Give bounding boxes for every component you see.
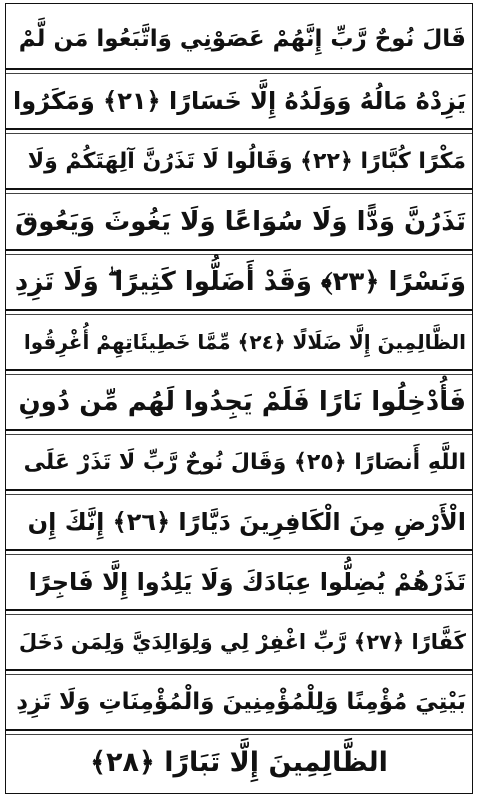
verse-line-text: يَزِدْهُ مَالُهُ وَوَلَدُهُ إِلَّا خَسَارًا ﴿٢١﴾ وَمَكَرُوا — [13, 87, 466, 115]
verse-line-text: اللَّهِ أَنصَارًا ﴿٢٥﴾ وَقَالَ نُوحٌ رَّبِّ لَا تَذَرْ عَلَى — [23, 449, 466, 475]
verse-line-6 — [12, 313, 466, 371]
verse-line-text: تَذَرُنَّ وَدًّا وَلَا سُوَاعًا وَلَا يَغُوثَ وَيَعُوقَ — [14, 207, 466, 237]
line-divider — [6, 309, 472, 311]
verse-line-text: فَأُدْخِلُوا نَارًا فَلَمْ يَجِدُوا لَهُم مِّن دُونِ — [18, 387, 466, 417]
line-divider — [6, 68, 472, 70]
line-divider — [6, 549, 472, 551]
verse-line-13 — [12, 733, 466, 791]
line-divider — [6, 729, 472, 731]
verse-line-5 — [12, 253, 466, 311]
line-divider — [6, 429, 472, 431]
verse-line-12 — [12, 673, 466, 731]
verse-line-text: تَذَرْهُمْ يُضِلُّوا عِبَادَكَ وَلَا يَلِدُوا إِلَّا فَاجِرًا — [28, 568, 466, 596]
verse-line-text: الظَّالِمِينَ إِلَّا تَبَارًا ﴿٢٨﴾ — [90, 746, 388, 778]
verse-line-10 — [12, 553, 466, 611]
verse-line-text: وَنَسْرًا ﴿٢٣﴾ وَقَدْ أَضَلُّوا كَثِيرًا ۖ وَلَا تَزِدِ — [14, 266, 466, 297]
verse-line-3 — [12, 132, 466, 190]
verse-line-text: الْأَرْضِ مِنَ الْكَافِرِينَ دَيَّارًا ﴿٢٦﴾ إِنَّكَ إِن — [27, 508, 466, 536]
line-divider — [6, 669, 472, 671]
line-divider — [6, 609, 472, 611]
verse-line-text: قَالَ نُوحٌ رَّبِّ إِنَّهُمْ عَصَوْنِي وَاتَّبَعُوا مَن لَّمْ — [18, 26, 466, 52]
verse-line-8 — [12, 433, 466, 491]
line-divider — [6, 489, 472, 491]
verse-line-11 — [12, 613, 466, 671]
verse-line-7 — [12, 373, 466, 431]
line-divider — [6, 128, 472, 130]
line-divider — [6, 188, 472, 190]
line-divider — [6, 249, 472, 251]
verse-line-text: كَفَّارًا ﴿٢٧﴾ رَّبِّ اغْفِرْ لِي وَلِوَالِدَيَّ وَلِمَن دَخَلَ — [18, 630, 466, 654]
verse-line-4 — [12, 193, 466, 251]
verse-line-text: الظَّالِمِينَ إِلَّا ضَلَالًا ﴿٢٤﴾ مِّمَّا خَطِيئَاتِهِمْ أُغْرِقُوا — [23, 330, 466, 354]
line-divider — [6, 369, 472, 371]
verse-line-1 — [12, 10, 466, 68]
verse-line-text: بَيْتِيَ مُؤْمِنًا وَلِلْمُؤْمِنِينَ وَالْمُؤْمِنَاتِ وَلَا تَزِدِ — [16, 689, 466, 715]
verse-line-9 — [12, 493, 466, 551]
verse-line-text: مَكْرًا كُبَّارًا ﴿٢٢﴾ وَقَالُوا لَا تَذَرُنَّ آلِهَتَكُمْ وَلَا — [27, 148, 466, 174]
verse-line-2 — [12, 72, 466, 130]
